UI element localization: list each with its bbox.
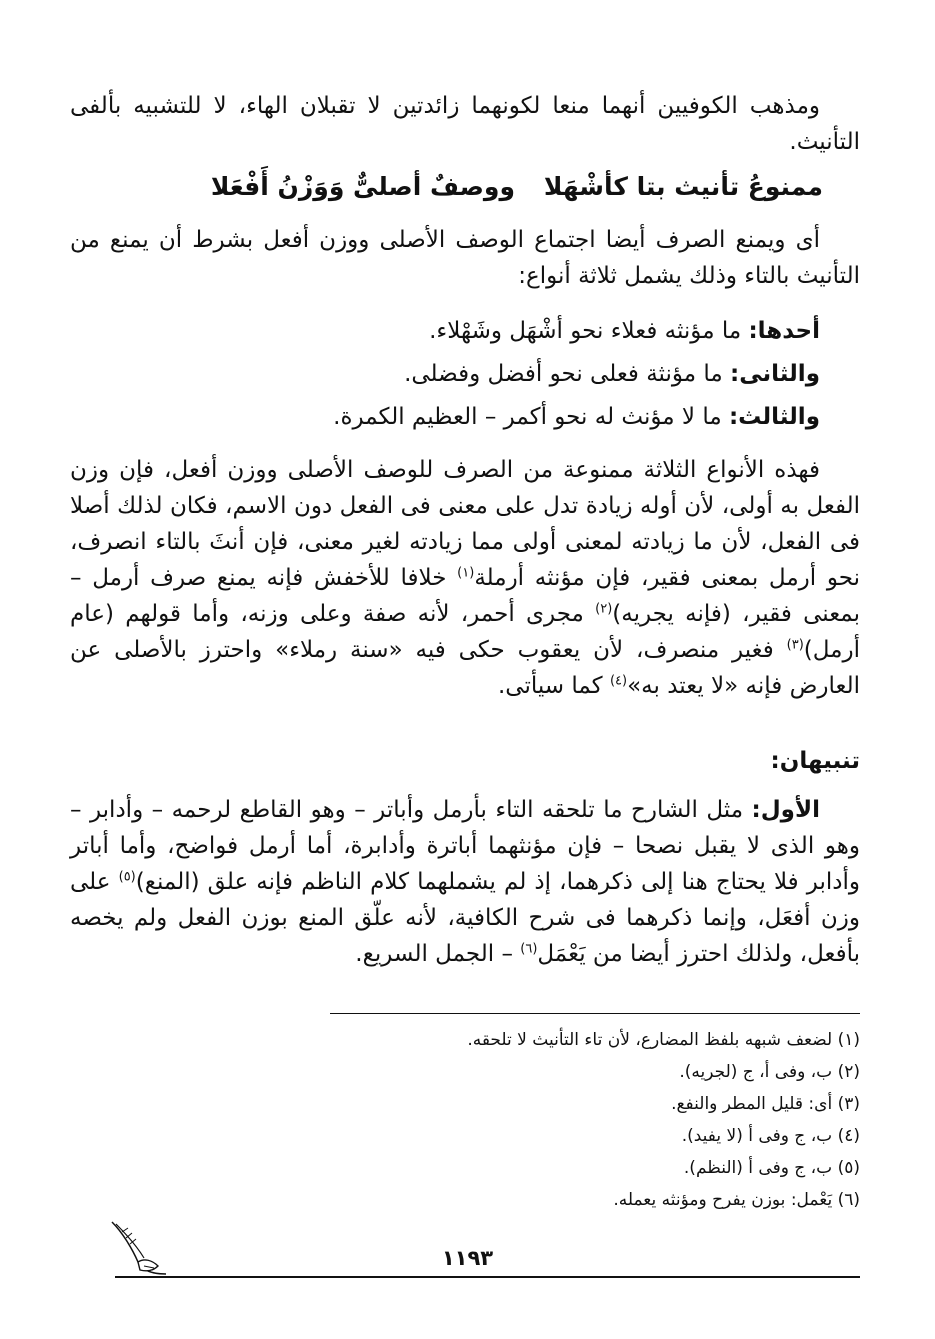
footnote-1: (١) لضعف شبهه بلفظ المضارع، لأن تاء التأنيث لا تلحقه.: [467, 1030, 860, 1050]
intro-block: [70, 88, 860, 160]
footnote-marker-1: (١): [457, 565, 475, 581]
verse-right-hemistich: ووصفٌ أصلىٌّ وَوَزْنُ أَفْعَلا: [210, 172, 515, 201]
first-note-lead: الأول:: [751, 797, 820, 823]
type-item-3: [70, 396, 860, 439]
type-item-2: [70, 353, 860, 396]
first-note-paragraph: [70, 792, 860, 972]
main-text-3: مجرى أحمر، لأنه صفة وعلى وزنه، وأما قولهم (عام أرمل): [70, 601, 860, 663]
type-item-2-text: ما مؤنثة فعلى نحو أفضل وفضلى.: [404, 361, 731, 387]
type-item-2-lead: والثانى:: [730, 361, 820, 387]
first-note-text-3: – الجمل السريع.: [355, 941, 521, 967]
type-item-1-text: ما مؤنثه فعلاء نحو أشْهَل وشَهْلاء.: [429, 318, 749, 344]
verse-line: [0, 172, 935, 212]
page-number: ١١٩٣: [441, 1246, 494, 1270]
footnote-marker-4: (٤): [609, 673, 628, 689]
main-paragraph-block: [70, 452, 860, 704]
type-item-1: [70, 310, 860, 353]
footnotes-list: [160, 1024, 860, 1216]
footnote-3: (٣) أى: قليل المطر والنفع.: [671, 1094, 860, 1114]
footnote-divider: [330, 1013, 860, 1014]
footnote-marker-3: (٣): [786, 637, 804, 653]
footnote-2: (٢) ب، وفى أ، ج (لجريه).: [679, 1062, 860, 1082]
main-text-2: خلافا للأخفش فإنه يمنع صرف أرمل – بمعنى فقير، (فإنه يجريه): [70, 565, 860, 627]
type-item-3-text: ما لا مؤنث له نحو أكمر – العظيم الكمرة.: [333, 404, 729, 430]
footnote-marker-6: (٦): [520, 941, 538, 957]
type-item-1-lead: أحدها:: [748, 318, 820, 344]
page-bottom-rule: [115, 1276, 860, 1278]
type-item-3-lead: والثالث:: [728, 404, 820, 430]
first-note-text-2: على وزن أفعَل، وإنما ذكرهما فى شرح الكافية، لأنه علّق المنع بوزن الفعل ولم يخصه بأفعل، ولذلك احترز أيضا من يَعْمَل: [70, 869, 860, 967]
main-text-4: فغير منصرف، لأن يعقوب حكى فيه «سنة رملاء» واحترز بالأصلى عن العارض فإنه «لا يعتد به»: [70, 637, 860, 699]
first-note-block: [70, 792, 860, 972]
footnote-marker-2: (٢): [595, 601, 613, 617]
main-text-1: فهذه الأنواع الثلاثة ممنوعة من الصرف للوصف الأصلى ووزن أفعل، فإن وزن الفعل به أولى، لأن أوله زيادة تدل على معنى فى الفعل دون الاسم، فكان لذلك أصلا فى الفعل، لأن ما زيادته لمعنى أولى مما زيادته لغير معنى، فإن أنثَ بالتاء انصرف، نحو أرمل بمعنى فقير، فإن مؤنثه أرملة: [70, 457, 860, 591]
footnote-4: (٤) ب، ج وفى أ (لا يفيد).: [681, 1126, 860, 1146]
footnote-6: (٦) يَعْمل: بوزن يفرح ومؤنثه يعمله.: [613, 1190, 860, 1210]
types-list: [70, 310, 860, 439]
main-paragraph: [70, 452, 860, 704]
intro-paragraph: ومذهب الكوفيين أنهما منعا لكونهما زائدتين لا تقبلان الهاء، لا للتشبيه بألفى التأنيث.: [70, 93, 860, 155]
footnote-5: (٥) ب، ج وفى أ (النظم).: [683, 1158, 860, 1178]
section-heading: تنبيهان:: [770, 748, 860, 774]
verse-left-hemistich: ممنوعُ تأنيث بتا كأشْهَلا: [543, 172, 823, 201]
explanation-paragraph: أى ويمنع الصرف أيضا اجتماع الوصف الأصلى ووزن أفعل بشرط أن يمنع من التأنيث بالتاء وذلك يشمل ثلاثة أنواع:: [70, 227, 860, 289]
footnote-marker-5: (٥): [118, 869, 136, 885]
first-note-text-1: مثل الشارح ما تلحقه التاء بأرمل وأباتر – وهو القاطع لرحمه – وأدابر – وهو الذى لا يقبل نصحا – فإن مؤنثهما أباترة وأدابرة، أما أرمل فواضح، وأما أباتر وأدابر فلا يحتاج هنا إلى ذكرهما، إذ لم يشملهما كلام الناظم فإنه علق (المنع): [70, 797, 860, 895]
main-text-5: كما سيأتى.: [497, 673, 610, 699]
explanation-block: [70, 222, 860, 294]
